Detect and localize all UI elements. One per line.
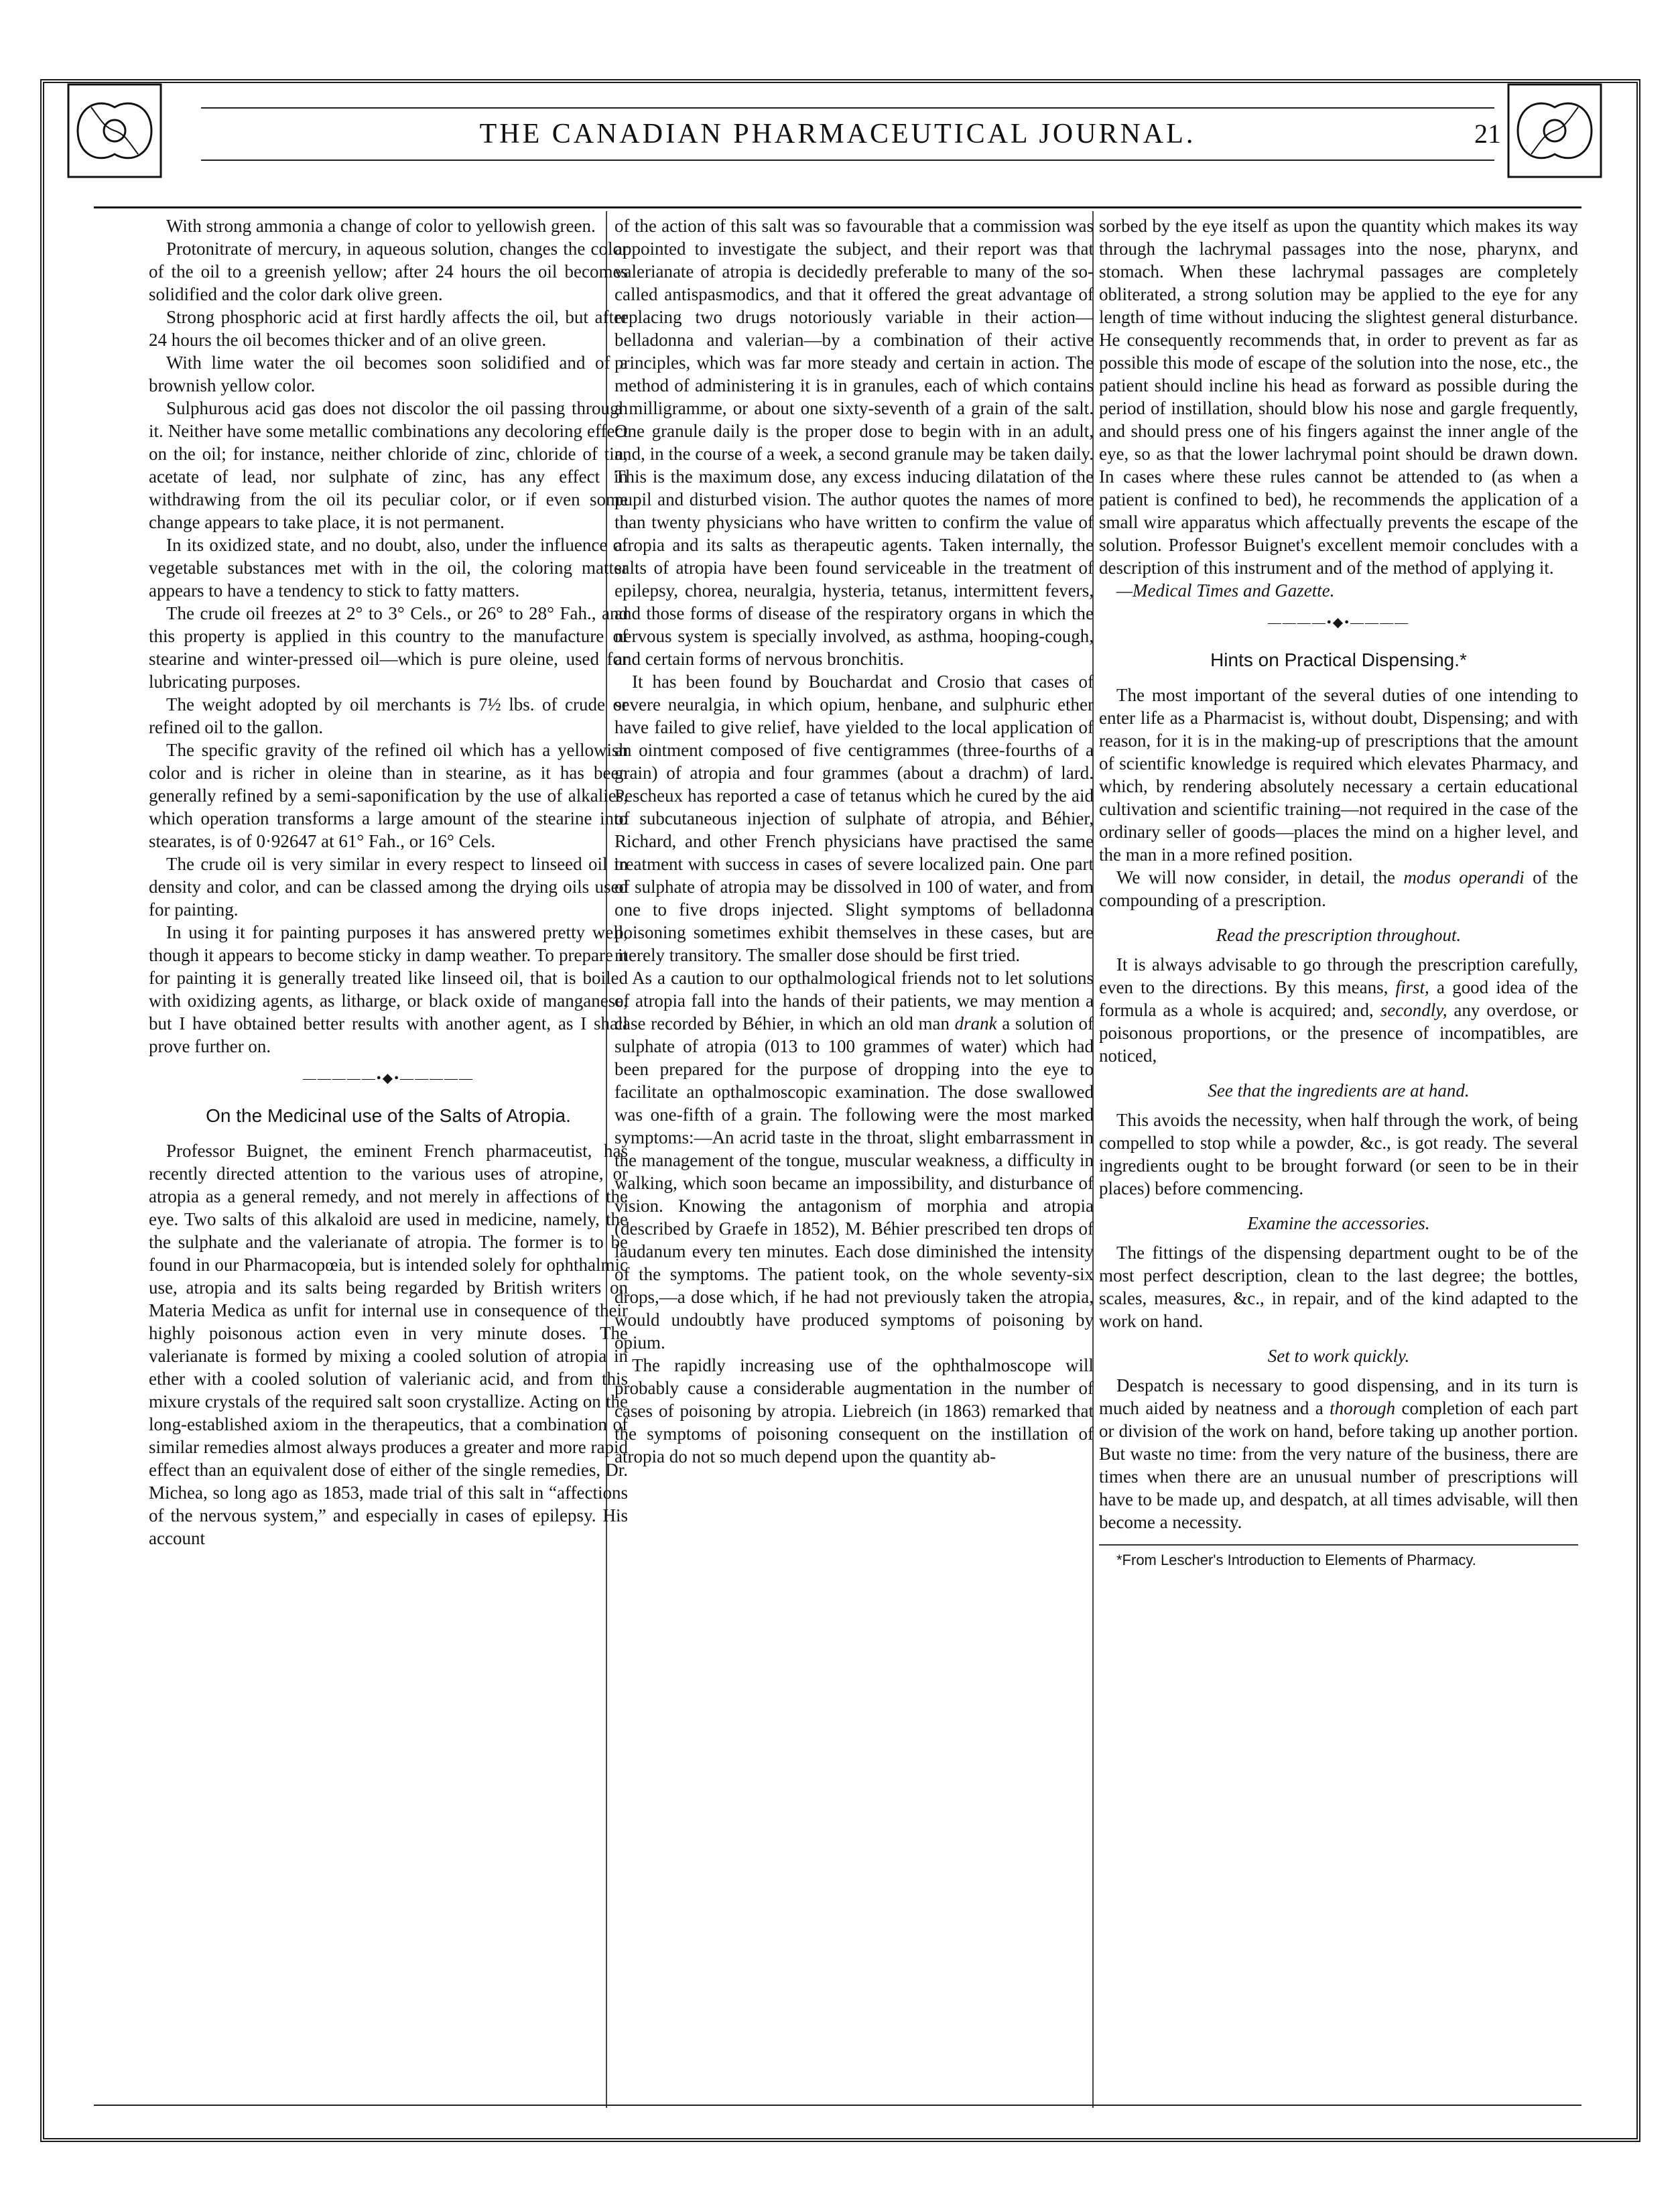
section-ornament: ————•◆•———— [1267, 615, 1410, 630]
emphasis: secondly, [1380, 1000, 1447, 1020]
page-number: 21 [1474, 119, 1501, 149]
paragraph [1099, 1374, 1578, 1533]
footnote: *From Lescher's Introduction to Elements of Pharmacy. [1116, 1552, 1476, 1568]
paragraph: sorbed by the eye itself as upon the quantity which makes its way through the lachrymal passages into the nose, pharynx, and stomach. When these lachrymal passages are completely obliterated, a strong solution may be applied to the eye for any length of time without inducing the slightest general disturbance. He consequently recommends that, in order to prevent as far as possible this mode of escape of the solution into the nose, etc., the patient should incline his head as forward as possible during the period of instillation, should blow his nose and gargle frequently, and should press one of his fingers against the inner angle of the eye, so as that the lower lachrymal point should be drawn down. In cases where these rules cannot be attended to (as when a patient is confined to bed), he recommends the application of a small wire apparatus which affectually prevents the escape of the solution. Professor Buignet's excellent memoir concludes with a description of this instrument and of the method of applying it. [1099, 216, 1578, 578]
paragraph: The weight adopted by oil merchants is 7½ lbs. of crude or refined oil to the gallon. [149, 694, 628, 737]
paragraph: The fittings of the dispensing department ought to be of the most perfect description, clean to the last degree; the bottles, scales, measures, &c., in repair, and of the kind adapted to the work on hand. [1099, 1243, 1578, 1331]
column-3 [1099, 214, 1578, 2091]
article-heading: Hints on Practical Dispensing.* [1210, 649, 1467, 670]
paragraph: Strong phosphoric acid at first hardly affects the oil, but after 24 hours the oil becomes thicker and of an olive green. [149, 307, 628, 350]
paragraph [615, 966, 1094, 1354]
text-run: It is always advisable to go through the prescription carefully, even to the directions. By this means, [1099, 954, 1578, 997]
subheading: See that the ingredients are at hand. [1208, 1080, 1470, 1101]
text-run: As a caution to our opthalmological friends not to let solutions of atropia fall into the hands of their patients, we may mention a case recorded by Béhier, in which an old man [615, 968, 1094, 1033]
text-run: a good idea of the formula as a whole is acquired; and, [1099, 977, 1578, 1020]
paragraph: In its oxidized state, and no doubt, also, under the influence of vegetable substances met with in the oil, the coloring matter appears to have a tendency to stick to fatty matters. [149, 535, 628, 601]
footnote-rule [1099, 1544, 1578, 1546]
paragraph: The rapidly increasing use of the ophthalmoscope will probably cause a considerable augmentation in the number of cases of poisoning by atropia. Liebreich (in 1863) remarked that the symptoms of poisoning consequent on the instillation of atropia do not so much depend upon the quantity ab- [615, 1355, 1094, 1466]
paragraph: The specific gravity of the refined oil which has a yellowish color and is richer in oleine than in stearine, as it has been generally refined by a semi-saponification by the use of alkalies, which operation transforms a large amount of the stearine into stearates, is of 0·92647 at 61° Fah., or 16° Cels. [149, 740, 628, 851]
paragraph: Protonitrate of mercury, in aqueous solution, changes the color of the oil to a greenish yellow; after 24 hours the oil becomes solidified and the color dark olive green. [149, 239, 628, 304]
column-1 [149, 214, 628, 2091]
text-run: completion of each part or division of the work on hand, before taking up another portion. But waste no time: from the very nature of the business, there are times when there are an unusual number of prescriptions will have to be made up, and despatch, at all times advisable, will then become a necessity. [1099, 1398, 1578, 1532]
subheading: Set to work quickly. [1267, 1346, 1410, 1366]
emphasis: first, [1395, 977, 1429, 997]
paragraph: of the action of this salt was so favourable that a commission was appointed to investigate the subject, and their report was that valerianate of atropia is decidedly preferable to many of the so-called antispasmodics, and that it offered the great advantage of replacing two drugs notoriously variable in their action—belladonna and valerian—by a combination of their active principles, which was far more steady and certain in action. The method of administering it is in granules, each of which contains a milligramme, or about one sixty-seventh of a grain of the salt. One granule daily is the proper dose to begin with in an adult, and, in the course of a week, a second granule may be taken daily. This is the maximum dose, any excess inducing dilatation of the pupil and disturbed vision. The author quotes the names of more than twenty physicians who have written to confirm the value of atropia and its salts as therapeutic agents. Taken internally, the salts of atropia have been found serviceable in the treatment of epilepsy, chorea, neuralgia, hysteria, tetanus, intermittent fevers, and those forms of disease of the respiratory organs in which the nervous system is specially involved, as asthma, hooping-cough, and certain forms of nervous bronchitis. [615, 216, 1094, 669]
paragraph: Professor Buignet, the eminent French pharmaceutist, has recently directed attention to the various uses of atropine, or atropia as a general remedy, and not merely in affections of the eye. Two salts of this alkaloid are used in medicine, namely, the the sulphate and the valerianate of atropia. The former is to be found in our Pharmacopœia, but is intended solely for ophthalmic use, atropia and its salts being regarded by British writers on Materia Medica as unfit for internal use in consequence of their highly poisonous action even in very minute doses. The valerianate is formed by mixing a cooled solution of atropia in ether with a cooled solution of valerianic acid, and from this mixure crystals of the required salt soon crystallize. Acting on the long-established axiom in the therapeutics, that a combination of similar remedies almost always produces a greater and more rapid effect than an equivalent dose of either of the single remedies, Dr. Michea, so long ago as 1853, made trial of this salt in “affections of the nervous system,” and especially in cases of epilepsy. His account [149, 1141, 628, 1548]
subheading: Examine the accessories. [1247, 1213, 1430, 1233]
text-run: of the compounding of a prescription. [1099, 867, 1578, 910]
emphasis: thorough [1330, 1398, 1396, 1418]
column-2 [615, 214, 1094, 2091]
source-attribution: —Medical Times and Gazette. [1116, 580, 1335, 601]
paragraph: It has been found by Bouchardat and Crosio that cases of severe neuralgia, in which opium, henbane, and sulphuric ether have failed to give relief, have yielded to the local application of an ointment composed of five centigrammes (three-fourths of a grain) of atropia and four grammes (about a drachm) of lard. Pescheux has reported a case of tetanus which he cured by the aid of subcutaneous injection of sulphate of atropia, and Béhier, Richard, and other French physicians have practised the same treatment with success in cases of severe localized pain. One part of sulphate of atropia may be dissolved in 100 of water, and from one to five drops injected. Slight symptoms of belladonna poisoning sometimes exhibit themselves in these cases, but are merely transitory. The smaller dose should be first tried. [615, 672, 1094, 965]
body-top-rule [94, 206, 1581, 208]
text-run: any overdose, or poisonous proportions, or the presence of incompatibles, are noticed, [1099, 1000, 1578, 1066]
paragraph: The crude oil is very similar in every respect to linseed oil in density and color, and can be classed among the drying oils used for painting. [149, 854, 628, 920]
paragraph: With lime water the oil becomes soon solidified and of a brownish yellow color. [149, 353, 628, 395]
ornament-left-icon [64, 80, 165, 181]
text-run: a solution of sulphate of atropia (013 to 100 grammes of water) which had been prepared for the purpose of dropping into the eye to facilitate an opthalmoscopic examination. The dose swallowed was one-fifth of a grain. The following were the most marked symptoms:—An acrid taste in the throat, slight embarrassment in the management of the tongue, muscular weakness, a difficulty in walking, which soon became an impossibility, and disturbance of vision. Knowing the antagonism of morphia and atropia (described by Graefe in 1852), M. Béhier prescribed ten drops of laudanum every ten minutes. Each dose diminished the intensity of the symptoms. The patient took, on the whole seventy-six drops,—a dose which, if he had not previously taken the atropia, would undoubtly have produced symptoms of poisoning by opium. [615, 1013, 1094, 1353]
emphasis: drank [954, 1013, 997, 1033]
paragraph: The crude oil freezes at 2° to 3° Cels., or 26° to 28° Fah., and this property is applied in this country to the manufacture of stearine and winter-pressed oil—which is pure oleine, used for lubricating purposes. [149, 603, 628, 692]
section-ornament: —————•◆•————— [302, 1071, 474, 1086]
ornament-right-icon [1504, 80, 1605, 181]
paragraph: The most important of the several duties of one intending to enter life as a Pharmacist is, without doubt, Dispensing; and with reason, for it is in the making-up of prescriptions that the amount of scientific knowledge is required which elevates Pharmacy, and which, by rendering absolutely necessary a certain educational cultivation and scientific training—not required in the case of the ordinary seller of goods—places the mind on a higher level, and the man in a more refined position. [1099, 685, 1578, 865]
paragraph: This avoids the necessity, when half through the work, of being compelled to stop while a powder, &c., is got ready. The several ingredients ought to be brought forward (or seen to be in their places) before commencing. [1099, 1110, 1578, 1198]
text-run: We will now consider, in detail, the [1116, 867, 1404, 887]
header-rule-top [201, 107, 1494, 109]
header-rule-bottom [201, 160, 1494, 161]
emphasis: modus operandi [1403, 867, 1525, 887]
text-run: Despatch is necessary to good dispensing, and in its turn is much aided by neatness and a [1099, 1375, 1578, 1418]
paragraph [1099, 866, 1578, 912]
paragraph: With strong ammonia a change of color to yellowish green. [166, 216, 596, 236]
page-bottom-rule [94, 2105, 1581, 2106]
subheading: Read the prescription throughout. [1216, 925, 1462, 945]
running-title: THE CANADIAN PHARMACEUTICAL JOURNAL. [479, 119, 1196, 149]
paragraph [1099, 953, 1578, 1067]
paragraph: Sulphurous acid gas does not discolor the oil passing through it. Neither have some metallic combinations any decoloring effect on the oil; for instance, neither chloride of zinc, chloride of tin, acetate of lead, nor sulphate of zinc, has any effect in withdrawing from the oil its peculiar color, or if even some change appears to take place, it is not permanent. [149, 398, 628, 532]
article-heading: On the Medicinal use of the Salts of Atropia. [206, 1105, 571, 1126]
paragraph: In using it for painting purposes it has answered pretty well, though it appears to become sticky in damp weather. To prepare it for painting it is generally treated like linseed oil, that is boiled with oxidizing agents, as litharge, or black oxide of manganese, but I have obtained better results with another agent, as I shall prove further on. [149, 922, 628, 1056]
